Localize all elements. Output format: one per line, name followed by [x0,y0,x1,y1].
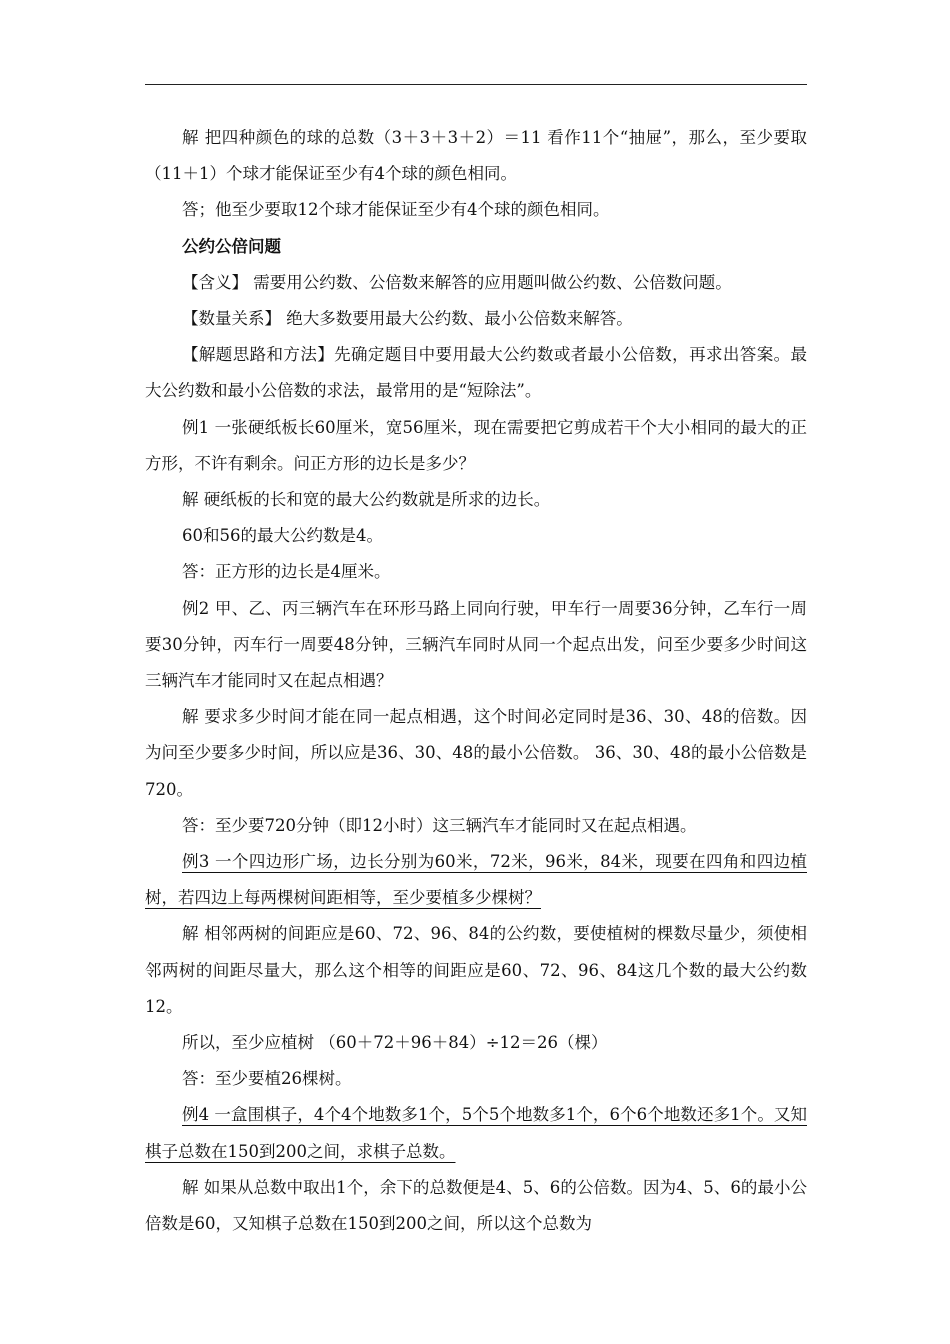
paragraph-solution-1-gcd: 60和56的最大公约数是4。 [182,526,383,546]
paragraph-meaning: 【含义】 需要用公约数、公倍数来解答的应用题叫做公约数、公倍数问题。 [182,272,732,292]
paragraph-solution-1: 解 硬纸板的长和宽的最大公约数就是所求的边长。 [182,490,551,510]
section-heading: 公约公倍问题 [182,236,281,256]
paragraph-solution-3: 解 相邻两树的间距应是60、72、96、84的公约数，要使植树的棵数尽量少，须使相邻两树的间距尽量大，那么这个相等的间距应是60、72、96、84这几个数的最大公约数12。 [145,924,807,1016]
paragraph-quantity-relation: 【数量关系】 绝大多数要用最大公约数、最小公倍数来解答。 [182,309,633,329]
paragraph-solution-2: 解 要求多少时间才能在同一起点相遇，这个时间必定同时是36、30、48的倍数。因为问至少要多少时间，所以应是36、30、48的最小公倍数。 36、30、48的最小公倍数是720。 [145,707,807,799]
paragraph-example-4 [145,1097,807,1169]
paragraph-answer-3: 答：至少要植26棵树。 [182,1069,352,1089]
example-4-text: 例4 一盒围棋子，4个4个地数多1个，5个5个地数多1个，6个6个地数还多1个。又知棋子总数在150到200之间，求棋子总数。 [145,1105,807,1161]
paragraph-solution-4: 解 如果从总数中取出1个，余下的总数便是4、5、6的公倍数。因为4、5、6的最小公倍数是60，又知棋子总数在150到200之间，所以这个总数为 [145,1177,807,1234]
document-body [145,120,807,1242]
paragraph-solution-3-calc: 所以，至少应植树 （60＋72＋96＋84）÷12＝26（棵） [182,1033,608,1053]
paragraph-example-3 [145,844,807,916]
paragraph-answer-2: 答：至少要720分钟（即12小时）这三辆汽车才能同时又在起点相遇。 [182,815,697,835]
paragraph-solution-drawer: 解 把四种颜色的球的总数（3＋3＋3＋2）＝11 看作11个“抽屉”，那么，至少要取（11＋1）个球才能保证至少有4个球的颜色相同。 [145,128,807,184]
paragraph-answer-1: 答：正方形的边长是4厘米。 [182,562,391,582]
header-rule [145,84,807,85]
example-3-text: 例3 一个四边形广场，边长分别为60米，72米，96米，84米，现要在四角和四边植树，若四边上每两棵树间距相等，至少要植多少棵树？ [145,852,807,908]
paragraph-answer-drawer: 答；他至少要取12个球才能保证至少有4个球的颜色相同。 [182,200,610,220]
paragraph-example-2: 例2 甲、乙、丙三辆汽车在环形马路上同向行驶，甲车行一周要36分钟，乙车行一周要30分钟，丙车行一周要48分钟，三辆汽车同时从同一个起点出发，问至少要多少时间这三辆汽车才能同时又在起点相遇？ [145,598,807,691]
paragraph-method: 【解题思路和方法】先确定题目中要用最大公约数或者最小公倍数，再求出答案。最大公约数和最小公倍数的求法，最常用的是“短除法”。 [145,345,807,401]
paragraph-example-1: 例1 一张硬纸板长60厘米，宽56厘米，现在需要把它剪成若干个大小相同的最大的正方形，不许有剩余。问正方形的边长是多少？ [145,417,807,473]
